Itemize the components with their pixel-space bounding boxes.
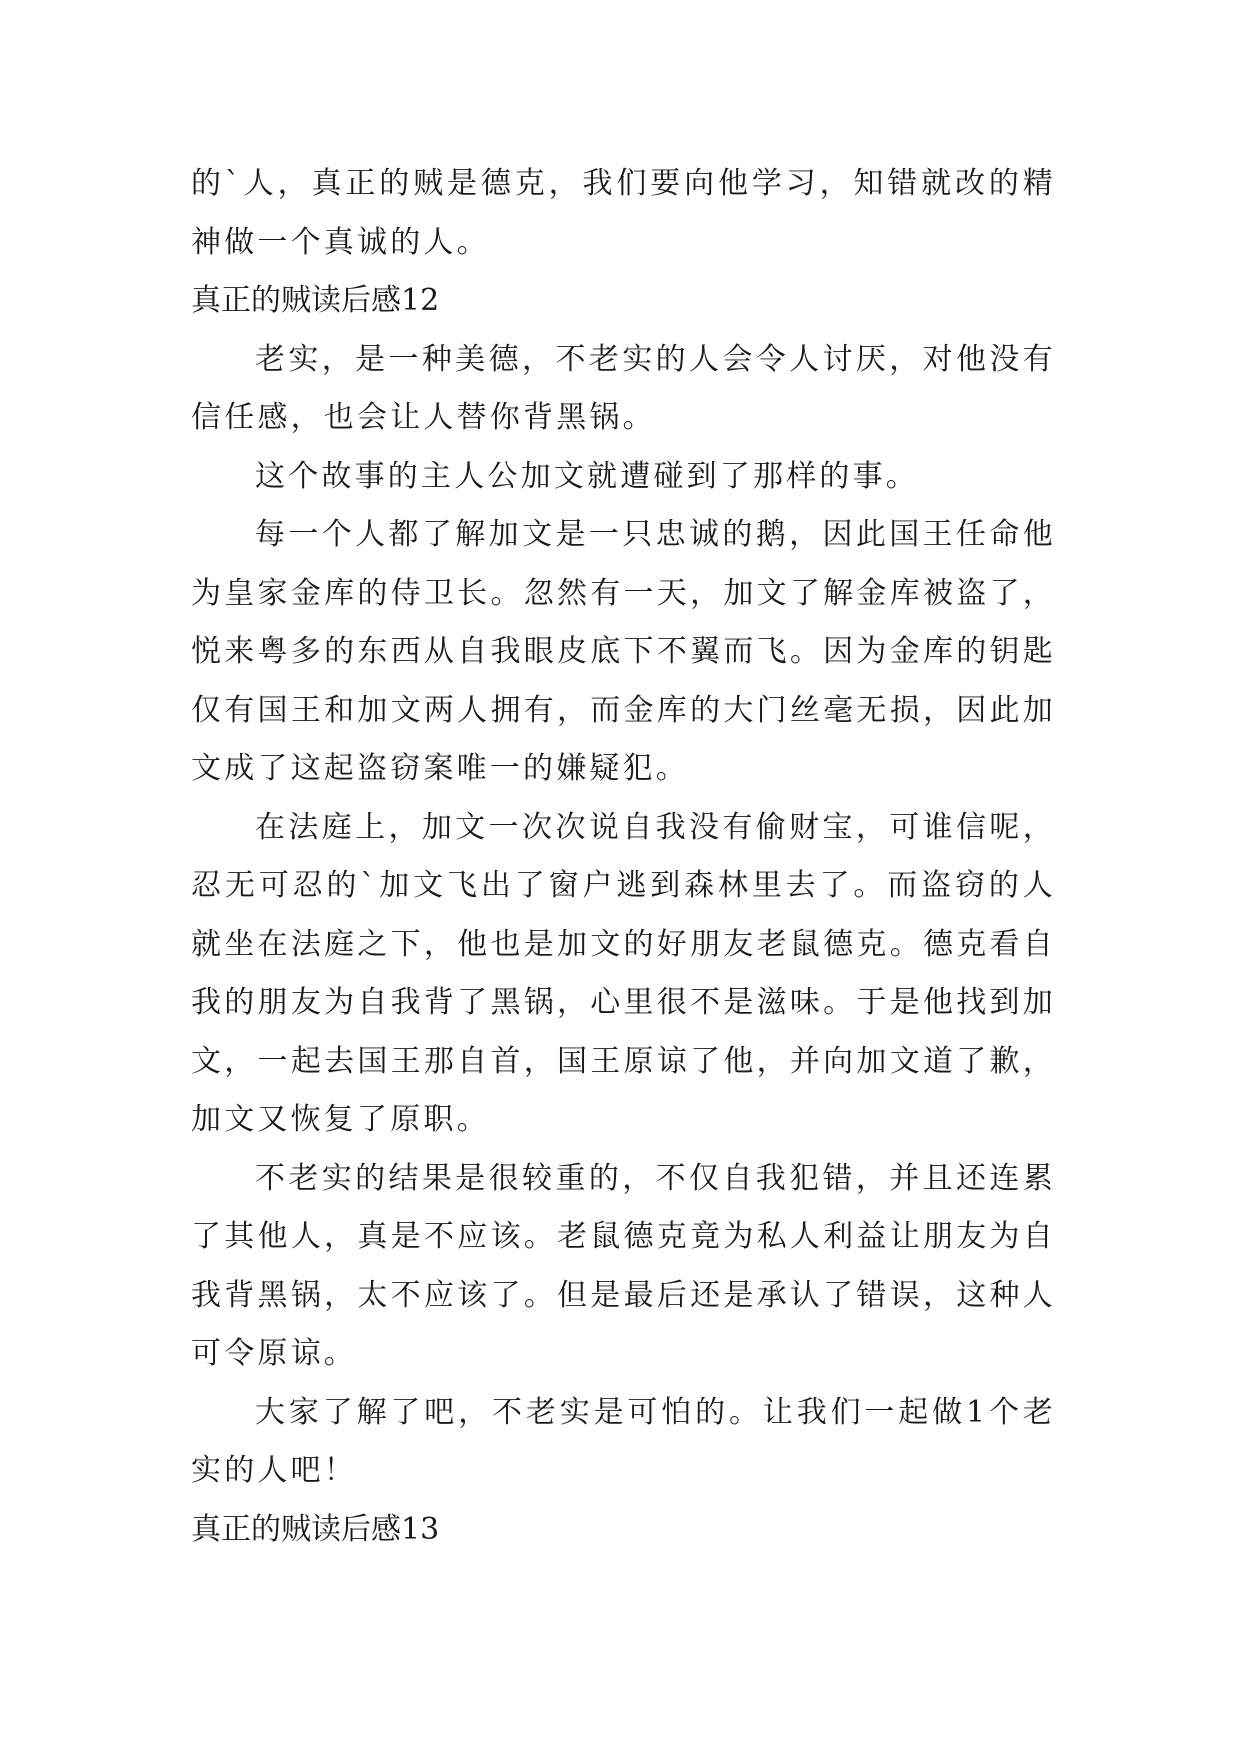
paragraph-treasury-theft: 每一个人都了解加文是一只忠诚的鹅，因此国王任命他为皇家金库的侍卫长。忽然有一天，加文了解金库被盗了，悦来粤多的东西从自我眼皮底下不翼而飞。因为金库的钥匙仅有国王和加文两人拥有，而金库的大门丝毫无损，因此加文成了这起盗窃案唯一的嫌疑犯。 bbox=[191, 517, 1056, 786]
paragraph-court-scene: 在法庭上，加文一次次说自我没有偷财宝，可谁信呢，忍无可忍的`加文飞出了窗户逃到森林里去了。而盗窃的人就坐在法庭之下，他也是加文的好朋友老鼠德克。德克看自我的朋友为自我背了黑锅，心里很不是滋味。于是他找到加文，一起去国王那自首，国王原谅了他，并向加文道了歉，加文又恢复了原职。 bbox=[191, 809, 1056, 1137]
paragraph-story-intro: 这个故事的主人公加文就遭碰到了那样的事。 bbox=[255, 458, 919, 494]
paragraph-consequences: 不老实的结果是很较重的，不仅自我犯错，并且还连累了其他人，真是不应该。老鼠德克竟为私人利益让朋友为自我背黑锅，太不应该了。但是最后还是承认了错误，这种人可令原谅。 bbox=[191, 1160, 1056, 1371]
paragraph-conclusion: 大家了解了吧，不老实是可怕的。让我们一起做1个老实的人吧！ bbox=[191, 1394, 1056, 1488]
document-page bbox=[191, 155, 1056, 1559]
section-heading-12: 真正的贼读后感12 bbox=[191, 283, 440, 318]
paragraph-continuation: 的`人，真正的贼是德克，我们要向他学习，知错就改的精神做一个真诚的人。 bbox=[191, 166, 1056, 260]
section-heading-13: 真正的贼读后感13 bbox=[191, 1511, 440, 1547]
paragraph-honesty-virtue: 老实，是一种美德，不老实的人会令人讨厌，对他没有信任感，也会让人替你背黑锅。 bbox=[191, 341, 1056, 435]
